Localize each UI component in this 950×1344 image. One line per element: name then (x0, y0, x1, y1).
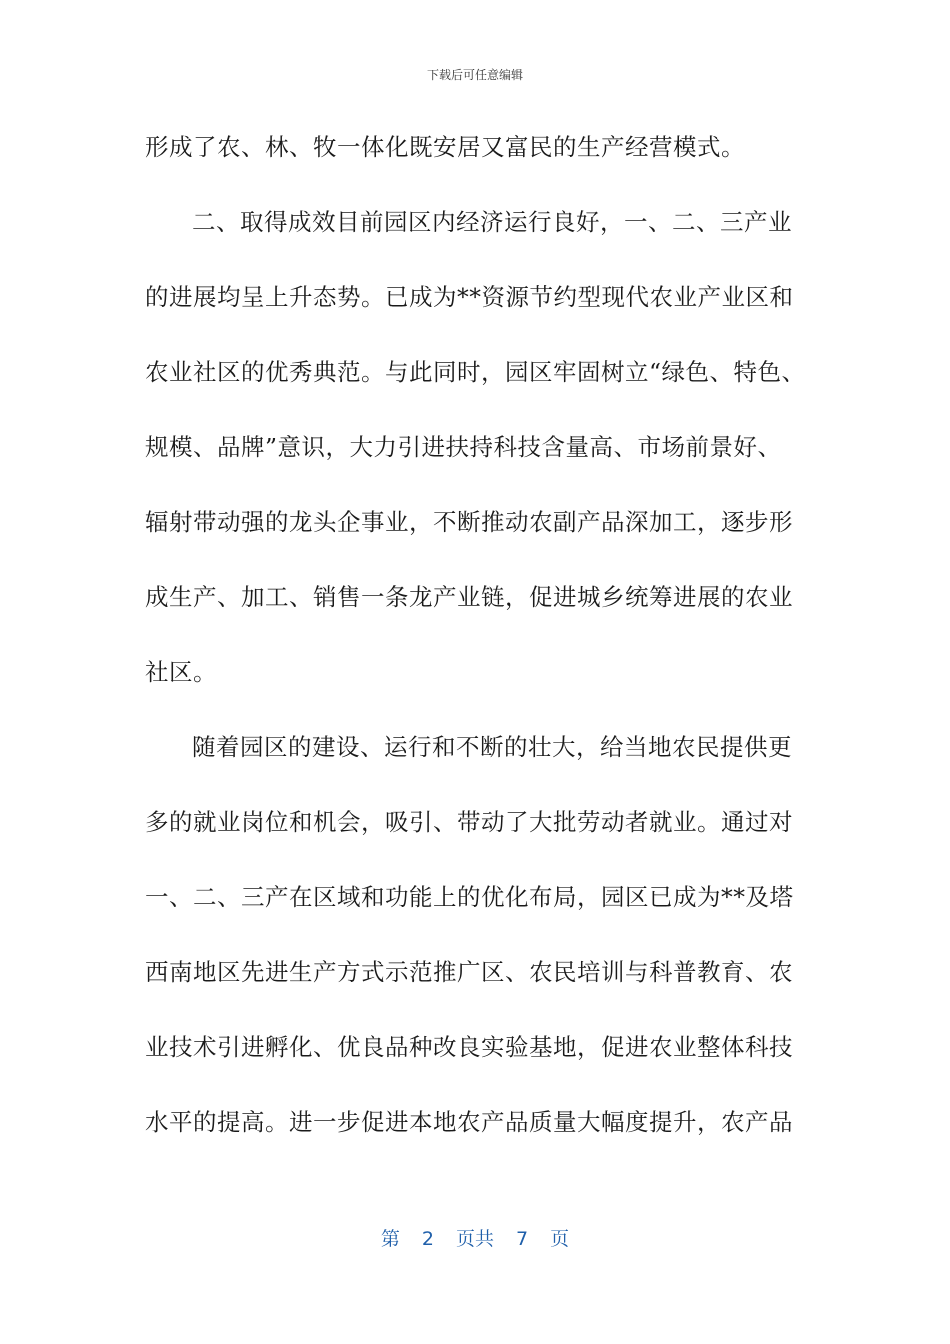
paragraph-line: 形成了农、林、牧一体化既安居又富民的生产经营模式。 (145, 133, 745, 161)
paragraph-line: 业技术引进孵化、优良品种改良实验基地，促进农业整体科技 (145, 1033, 793, 1061)
paragraph-line: 二、取得成效目前园区内经济运行良好，一、二、三产业 (192, 208, 792, 236)
footer-middle: 页共 (455, 1228, 494, 1250)
paragraph-line: 辐射带动强的龙头企事业，不断推动农副产品深加工，逐步形 (145, 508, 793, 536)
footer-suffix: 页 (550, 1228, 570, 1250)
paragraph-line: 西南地区先进生产方式示范推广区、农民培训与科普教育、农 (145, 958, 793, 986)
paragraph-line: 成生产、加工、销售一条龙产业链，促进城乡统筹进展的农业 (145, 583, 793, 611)
paragraph-line: 社区。 (145, 658, 217, 686)
paragraph-line: 一、二、三产在区域和功能上的优化布局，园区已成为**及塔 (145, 883, 794, 911)
paragraph-line: 多的就业岗位和机会，吸引、带动了大批劳动者就业。通过对 (145, 808, 793, 836)
page-footer (0, 1224, 950, 1251)
paragraph-line: 规模、品牌”意识，大力引进扶持科技含量高、市场前景好、 (145, 433, 782, 461)
footer-prefix: 第 (380, 1228, 400, 1250)
paragraph-line: 农业社区的优秀典范。与此同时，园区牢固树立“绿色、特色、 (145, 358, 806, 386)
document-body (145, 122, 825, 1172)
current-page-number: 2 (421, 1228, 434, 1250)
paragraph-line: 随着园区的建设、运行和不断的壮大，给当地农民提供更 (192, 733, 792, 761)
paragraph-line: 的进展均呈上升态势。已成为**资源节约型现代农业产业区和 (145, 283, 794, 311)
page-header: 下载后可任意编辑 (426, 68, 523, 82)
total-pages-number: 7 (516, 1228, 529, 1250)
paragraph-line: 水平的提高。进一步促进本地农产品质量大幅度提升，农产品 (145, 1108, 793, 1136)
